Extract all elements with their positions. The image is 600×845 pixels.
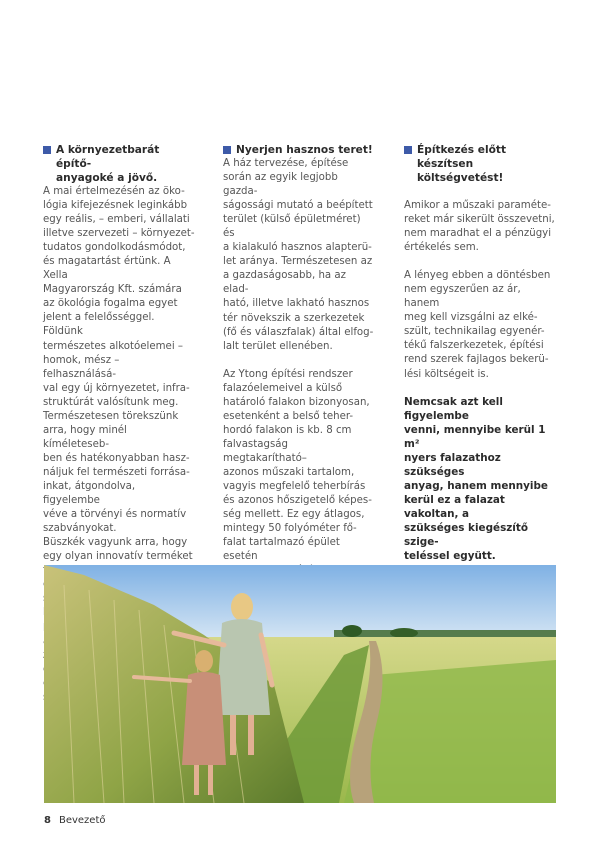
column-3 [404,143,556,563]
tree [390,628,418,638]
tree [342,625,362,637]
photo-girls-in-field [44,565,556,803]
page-footer [44,815,106,826]
body-paragraph: Az Ytong építési rendszer falazóelemeivel a külső határoló falakon bizonyosan, esetenként a belső teher- hordó falakon is kb. 8 cm falvastagság megtakarítható– azonos műszaki tartalom, vagyis megfelelő teherbírás és azonos hőszigetelő képes- ség mellett. Ez egy átlagos, mintegy 50 folyóméter fő- falat tartalmazó épület esetén [223,368,372,563]
page-number: 8 [44,815,51,826]
tree-line [334,630,556,638]
section-name: Bevezető [58,815,106,826]
column-2 [223,143,374,621]
emphasis-paragraph: Nemcsak azt kell figyelembe venni, mennyibe kerül 1 m² nyers falazathoz szükséges anyag, hanem mennyibe kerül ez a falazat vakoltan, a szükséges kiegészítő szige- teléssel együtt. [404,395,548,562]
body-paragraph: A ház tervezése, építése során az egyik legjobb gazda- ságossági mutató a beépített terület (külső épületméret) és a kialakuló hasznos alapterü- let aránya. Természetesen az a gazdaságosabb, ha az elad- ható, illetve lakható hasznos tér növekszik a szerkezetek (fő és válaszfalak) által elfog- lalt terület ellenében. [223,158,374,352]
body-paragraph: Amikor a műszaki paraméte- reket már sikerült összevetni, nem maradhat el a pénzügyi értékelés sem. [404,200,555,254]
section-heading: A környezetbarát építő- anyagoké a jövő. [43,143,195,185]
field-illustration [44,565,556,803]
body-paragraph: A lényeg ebben a döntésben nem egyszerűen az ár, hanem meg kell vizsgálni az elké- szült, technikailag egyenér- tékű falszerkezetek, építési rend szerek fajlagos bekerü- lési költségeit is. [404,270,551,380]
square-bullet-icon [404,146,412,154]
square-bullet-icon [223,146,231,154]
square-bullet-icon [43,146,51,154]
section-heading: Nyerjen hasznos teret! [223,143,374,157]
section-heading: Építkezés előtt készítsen költségvetést! [404,143,556,185]
body-paragraph: A mai értelmezésén az öko- lógia kifejezésnek leginkább egy reális, – emberi, vállalati illetve szervezeti – környezet- tudatos gondolkodásmódot, és magatartást értünk. A Xella Magyarország Kft. számára az ökológia fogalma egyet jelent a felelősséggel. Földünk természetes alkotóelemei – homok, mész – felhasználásá- val egy új környezetet, infra- struktúrát valósítunk meg. Természetesen törekszünk arra, hogy minél kíméleteseb- ben és hatékonyabban hasz- náljuk fel természeti forrása- inkat, átgondolva, figyelembe véve a törvényi és normatív szabványokat. Büszkék vagyunk arra, hogy egy olyan innovatív terméket [43,186,195,563]
